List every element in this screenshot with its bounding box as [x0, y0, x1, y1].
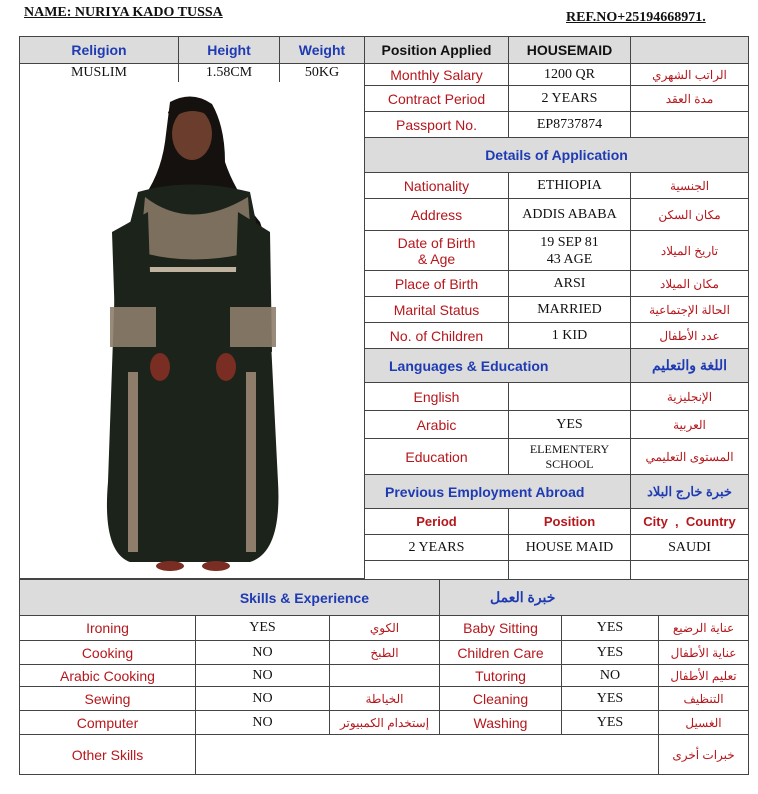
weight-label: Weight	[280, 37, 365, 64]
period-value: 2 YEARS	[365, 535, 509, 561]
employment-title: Previous Employment Abroad	[365, 475, 631, 509]
skills-title: Skills & Experience	[20, 580, 440, 616]
other-skills-value	[196, 735, 659, 775]
skill-right-label: Cleaning	[440, 687, 562, 711]
period-header: Period	[365, 509, 509, 535]
skill-left-value: NO	[196, 641, 330, 665]
children-label: No. of Children	[365, 323, 509, 349]
weight-value: 50KG	[280, 64, 365, 83]
passport-value: EP8737874	[509, 112, 631, 138]
skill-right-value: NO	[562, 665, 659, 687]
skill-left-ar: الخياطة	[330, 687, 440, 711]
pob-label: Place of Birth	[365, 271, 509, 297]
position-header: Position	[509, 509, 631, 535]
skill-right-value: YES	[562, 616, 659, 641]
religion-label: Religion	[20, 37, 179, 64]
details-table	[364, 36, 749, 585]
skill-right-label: Baby Sitting	[440, 616, 562, 641]
education-label: Education	[365, 439, 509, 475]
arabic-ar: العربية	[631, 411, 749, 439]
reference-number: REF.NO+25194668971.	[566, 10, 706, 25]
children-value: 1 KID	[509, 323, 631, 349]
languages-title-ar: اللغة والتعليم	[631, 349, 749, 383]
skill-left-label: Computer	[20, 711, 196, 735]
children-ar: عدد الأطفال	[631, 323, 749, 349]
marital-value: MARRIED	[509, 297, 631, 323]
contract-ar: مدة العقد	[631, 86, 749, 112]
religion-value: MUSLIM	[20, 64, 179, 83]
skill-row	[20, 616, 749, 641]
position-history-value: HOUSE MAID	[509, 535, 631, 561]
employment-title-ar: خبرة خارج البلاد	[631, 475, 749, 509]
applicant-photo	[19, 82, 364, 579]
languages-title: Languages & Education	[365, 349, 631, 383]
skill-left-value: NO	[196, 687, 330, 711]
skill-row	[20, 641, 749, 665]
height-value: 1.58CM	[179, 64, 280, 83]
skill-right-value: YES	[562, 711, 659, 735]
marital-ar: الحالة الإجتماعية	[631, 297, 749, 323]
country-value: SAUDI	[631, 535, 749, 561]
skill-left-label: Ironing	[20, 616, 196, 641]
salary-value: 1200 QR	[509, 64, 631, 86]
education-ar: المستوى التعليمي	[631, 439, 749, 475]
address-label: Address	[365, 199, 509, 231]
pob-value: ARSI	[509, 271, 631, 297]
skill-right-ar: الغسيل	[659, 711, 749, 735]
details-section-title: Details of Application	[365, 138, 749, 173]
height-label: Height	[179, 37, 280, 64]
skill-left-value: YES	[196, 616, 330, 641]
nationality-value: ETHIOPIA	[509, 173, 631, 199]
skill-right-ar: تعليم الأطفال	[659, 665, 749, 687]
nationality-ar: الجنسية	[631, 173, 749, 199]
skill-left-value: NO	[196, 665, 330, 687]
pob-ar: مكان الميلاد	[631, 271, 749, 297]
position-label: Position Applied	[365, 37, 509, 64]
skill-right-label: Tutoring	[440, 665, 562, 687]
skill-row	[20, 687, 749, 711]
dob-label: Date of Birth & Age	[365, 231, 509, 271]
skill-left-value: NO	[196, 711, 330, 735]
city-country-header: City , Country	[631, 509, 749, 535]
skill-right-ar: عناية الأطفال	[659, 641, 749, 665]
skill-left-ar: إستخدام الكمبيوتر	[330, 711, 440, 735]
dob-value: 19 SEP 81 43 AGE	[509, 231, 631, 271]
passport-label: Passport No.	[365, 112, 509, 138]
address-ar: مكان السكن	[631, 199, 749, 231]
other-skills-ar: خبرات أخرى	[659, 735, 749, 775]
dob-ar: تاريخ الميلاد	[631, 231, 749, 271]
applicant-name: NAME: NURIYA KADO TUSSA	[24, 5, 223, 20]
contract-value: 2 YEARS	[509, 86, 631, 112]
skill-right-ar: عناية الرضيع	[659, 616, 749, 641]
marital-label: Marital Status	[365, 297, 509, 323]
skill-left-ar	[330, 665, 440, 687]
position-value: HOUSEMAID	[509, 37, 631, 64]
skill-left-ar: الطبخ	[330, 641, 440, 665]
skills-title-ar: خبرة العمل	[440, 580, 749, 616]
skill-right-ar: التنظيف	[659, 687, 749, 711]
skill-right-label: Children Care	[440, 641, 562, 665]
attributes-table	[19, 36, 365, 83]
skill-left-label: Sewing	[20, 687, 196, 711]
skill-left-ar: الكوي	[330, 616, 440, 641]
skill-right-value: YES	[562, 687, 659, 711]
address-value: ADDIS ABABA	[509, 199, 631, 231]
skill-left-label: Arabic Cooking	[20, 665, 196, 687]
english-label: English	[365, 383, 509, 411]
nationality-label: Nationality	[365, 173, 509, 199]
arabic-label: Arabic	[365, 411, 509, 439]
salary-label: Monthly Salary	[365, 64, 509, 86]
skill-row	[20, 665, 749, 687]
passport-ar	[631, 112, 749, 138]
other-skills-label: Other Skills	[20, 735, 196, 775]
education-value: ELEMENTERY SCHOOL	[509, 439, 631, 475]
english-value	[509, 383, 631, 411]
skills-table	[19, 579, 749, 775]
skill-row	[20, 711, 749, 735]
arabic-value: YES	[509, 411, 631, 439]
skill-right-label: Washing	[440, 711, 562, 735]
salary-ar: الراتب الشهري	[631, 64, 749, 86]
english-ar: الإنجليزية	[631, 383, 749, 411]
skill-left-label: Cooking	[20, 641, 196, 665]
contract-label: Contract Period	[365, 86, 509, 112]
skill-right-value: YES	[562, 641, 659, 665]
